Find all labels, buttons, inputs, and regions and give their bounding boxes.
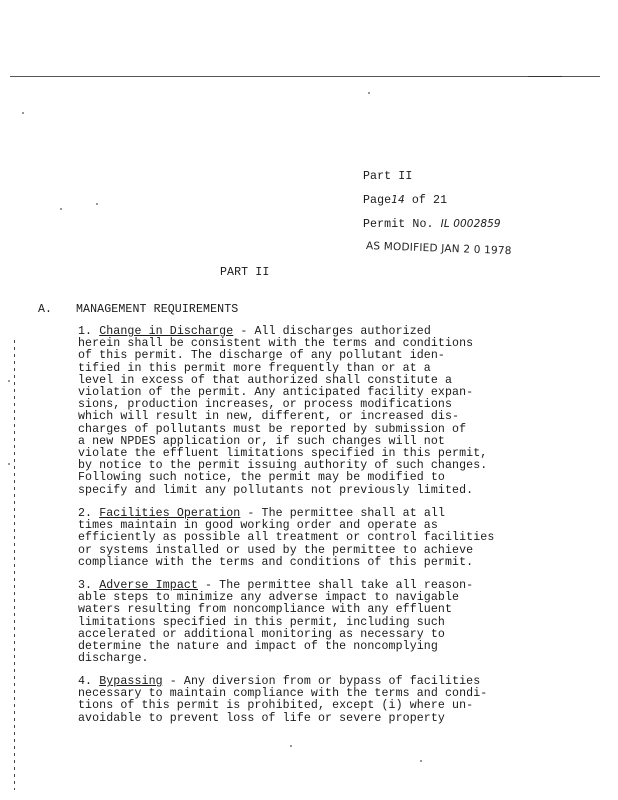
scan-top-rule: [10, 76, 600, 77]
scan-speck: [96, 203, 98, 205]
paragraph-line: times maintain in good working order and operate as: [78, 519, 438, 533]
scan-speck: [60, 208, 62, 210]
paragraph-line: accelerated or additional monitoring as necessary to: [78, 627, 445, 641]
paragraph-3: [78, 580, 513, 665]
permit-label: Permit No.: [363, 218, 434, 231]
scan-speck: [420, 760, 422, 762]
paragraph-line: efficiently as possible all treatment or control facilities: [78, 531, 495, 545]
paragraph-4: [78, 676, 513, 725]
page-indicator: [363, 194, 447, 207]
paragraph-line: by notice to the permit issuing authority of such changes.: [78, 459, 488, 473]
modified-stamp: AS MODIFIED JAN 2 0 1978: [365, 240, 512, 258]
paragraph-line: specify and limit any pollutants not previously limited.: [78, 483, 474, 497]
paragraph-line: tified in this permit more frequently than or at a: [78, 361, 431, 375]
paragraph-line: limitations specified in this permit, including such: [78, 615, 445, 629]
paragraph-line: or systems installed or used by the permittee to achieve: [78, 543, 474, 557]
page-of: of 21: [411, 194, 448, 207]
paragraph-line: able steps to minimize any adverse impact to navigable: [78, 591, 460, 605]
paragraph-line: sions, production increases, or process modifications: [78, 398, 453, 412]
paragraph-line: which will result in new, different, or increased dis-: [78, 410, 460, 424]
paragraph-line: compliance with the terms and conditions of this permit.: [78, 555, 474, 569]
paragraph-heading: Facilities Operation: [99, 507, 241, 520]
paragraph-number: 2.: [78, 507, 100, 520]
paragraph-line: level in excess of that authorized shall constitute a: [78, 373, 453, 387]
scan-speck: [368, 92, 370, 94]
paragraph-number: 4.: [78, 675, 100, 688]
paragraph-line: a new NPDES application or, if such changes will not: [78, 434, 445, 448]
scan-speck: [290, 745, 292, 747]
paragraph-heading: Bypassing: [99, 675, 163, 688]
section-heading: MANAGEMENT REQUIREMENTS: [76, 303, 239, 316]
paragraph-line: necessary to maintain compliance with the terms and condi-: [78, 687, 488, 701]
paragraph-1: [78, 326, 513, 497]
paragraph-heading: Adverse Impact: [99, 579, 198, 592]
paragraph-line: violation of the permit. Any anticipated facility expan-: [78, 386, 474, 400]
paragraph-line: Following such notice, the permit may be modified to: [78, 471, 445, 485]
paragraph-line: charges of pollutants must be reported by submission of: [78, 422, 467, 436]
paragraph-line: determine the nature and impact of the noncomplying: [78, 640, 438, 654]
scan-speck: [8, 463, 10, 465]
permit-number: IL 0002859: [440, 218, 501, 230]
scan-corner-mark: [528, 76, 562, 77]
paragraph-line: tions of this permit is prohibited, except (i) where un-: [78, 699, 474, 713]
paragraph-2: [78, 508, 513, 569]
page-number: 14: [391, 194, 405, 206]
paragraph-line: discharge.: [78, 652, 149, 666]
paragraph-line: avoidable to prevent loss of life or severe property: [78, 711, 445, 725]
permit-line: [363, 218, 501, 231]
paragraph-line: of this permit. The discharge of any pollutant iden-: [78, 349, 445, 363]
paragraph-number: 1.: [78, 325, 100, 338]
paragraph-text: - The permittee shall at all: [240, 507, 446, 520]
scan-edge-artifact: [14, 340, 15, 790]
page-title: PART II: [220, 266, 270, 279]
part-label: Part II: [363, 170, 413, 183]
paragraph-heading: Change in Discharge: [99, 325, 234, 338]
paragraph-text: - The permittee shall take all reason-: [198, 579, 474, 592]
paragraph-line: waters resulting from noncompliance with any effluent: [78, 603, 453, 617]
paragraph-line: herein shall be consistent with the terms and conditions: [78, 337, 474, 351]
paragraph-line: violate the effluent limitations specified in this permit,: [78, 447, 488, 461]
page-label: Page: [363, 194, 392, 207]
paragraph-number: 3.: [78, 579, 100, 592]
section-letter: A.: [38, 303, 53, 316]
scan-speck: [22, 112, 24, 114]
scan-speck: [8, 380, 10, 382]
paragraph-text: - Any diversion from or bypass of facilities: [162, 675, 481, 688]
paragraph-text: - All discharges authorized: [233, 325, 431, 338]
